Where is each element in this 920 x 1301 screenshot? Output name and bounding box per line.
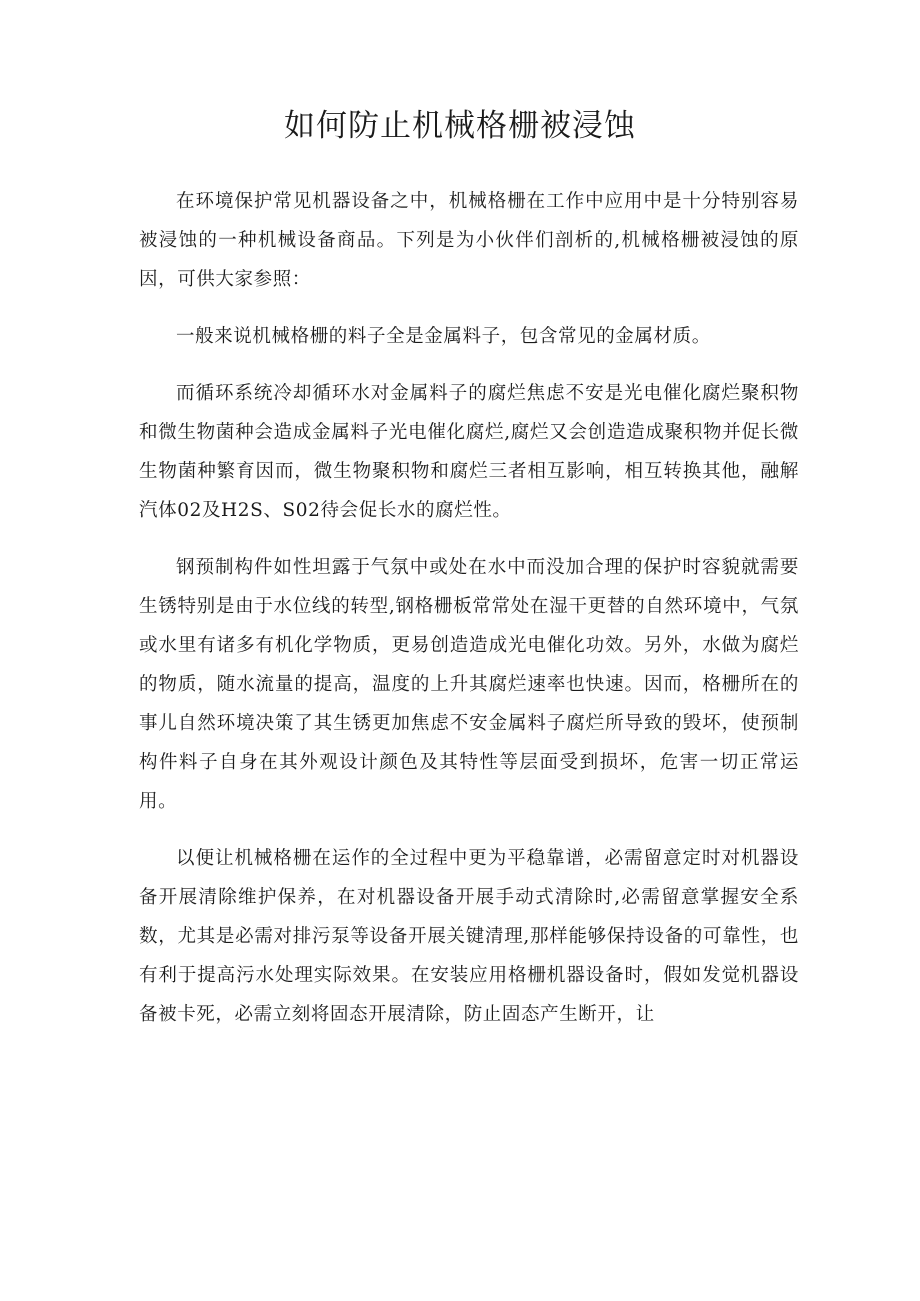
paragraph-maintenance: 以便让机械格栅在运作的全过程中更为平稳靠谱，必需留意定时对机器设备开展清除维护保养，在对机器设备开展手动式清除时,必需留意掌握安全系数，尤其是必需对排污泵等设备开展关键清理,那样能够保持设备的可靠性，也有利于提高污水处理实际效果。在安装应用格栅机器设备时，假如发觉机器设备被卡死，必需立刻将固态开展清除，防止固态产生断开，让 <box>139 848 799 1025</box>
document-body <box>139 182 799 1052</box>
document-title: 如何防止机械格栅被浸蚀 <box>284 108 636 144</box>
paragraph-material: 一般来说机械格栅的料子全是金属料子，包含常见的金属材质。 <box>176 326 711 347</box>
paragraph-intro: 在环境保护常见机器设备之中，机械格栅在工作中应用中是十分特别容易被浸蚀的一种机械设备商品。下列是为小伙伴们剖析的,机械格栅被浸蚀的原因，可供大家参照： <box>139 191 799 290</box>
paragraph-steel-components: 钢预制构件如性坦露于气氛中或处在水中而没加合理的保护时容貌就需要生锈特别是由于水位线的转型,钢格栅板常常处在湿干更替的自然环境中，气氛或水里有诸多有机化学物质，更易创造造成光电催化功效。另外，水做为腐烂的物质，随水流量的提高，温度的上升其腐烂速率也快速。因而，格栅所在的事儿自然环境决策了其生锈更加焦虑不安金属料子腐烂所导致的毁坏，使预制构件料子自身在其外观设计颜色及其特性等层面受到损坏，危害一切正常运用。 <box>139 557 799 812</box>
paragraph-cooling-water: 而循环系统冷却循环水对金属料子的腐烂焦虑不安是光电催化腐烂聚积物和微生物菌种会造成金属料子光电催化腐烂,腐烂又会创造造成聚积物并促长微生物菌种繁育因而，微生物聚积物和腐烂三者相互影响，相互转换其他，融解汽体02及H2S、S02待会促长水的腐烂性。 <box>139 383 799 521</box>
